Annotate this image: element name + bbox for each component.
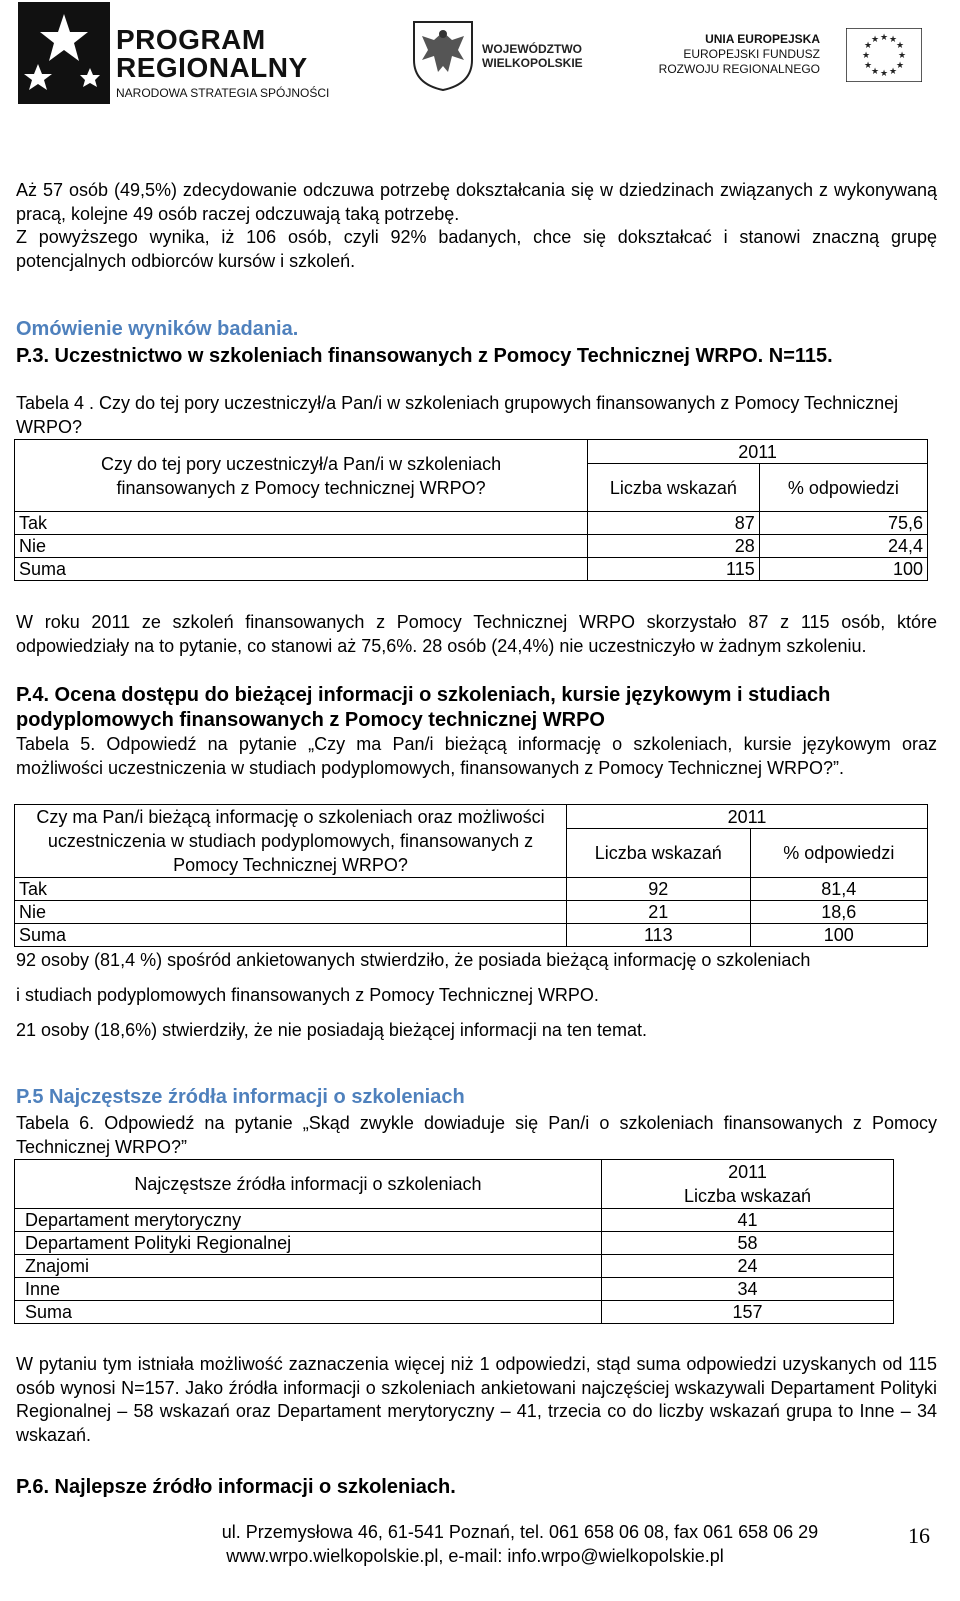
row-label: Tak — [15, 512, 588, 535]
svg-text:★: ★ — [895, 61, 905, 71]
p4-heading: P.4. Ocena dostępu do bieżącej informacji o szkoleniach, kursie językowym i studiach podyplomowych finansowanych z Pomocy technicznej WRPO — [16, 684, 831, 731]
svg-text:★: ★ — [879, 69, 889, 79]
table5-col-pct: % odpowiedzi — [750, 829, 927, 878]
svg-text:★: ★ — [888, 35, 898, 45]
row-label: Inne — [15, 1278, 602, 1301]
svg-text:★: ★ — [870, 35, 880, 45]
table6-question: Najczęstsze źródła informacji o szkoleniach — [15, 1160, 602, 1209]
p5-summary: W pytaniu tym istniała możliwość zaznaczenia więcej niż 1 odpowiedzi, stąd suma odpowiedzi uzyskanych od 115 osób wynosi N=157. Jako źródła informacji o szkoleniach ankietowani najczęściej wskazywali Departament Polityki Regionalnej – 58 wskazań oraz Departament merytoryczny – 41, trzecia co do liczby wskazań grupa to Inne – 34 wskazań. — [16, 1354, 937, 1445]
row-label: Departament Polityki Regionalnej — [15, 1232, 602, 1255]
logo1-line1: PROGRAM — [116, 24, 266, 55]
program-regionalny-emblem-icon — [18, 2, 110, 104]
table4-year: 2011 — [588, 440, 928, 464]
p4-summary-1: 92 osoby (81,4 %) spośród ankietowanych stwierdziło, że posiada bieżącą informację o szkoleniach — [16, 950, 811, 970]
row-count: 92 — [566, 878, 750, 901]
logo3-line3: ROZWOJU REGIONALNEGO — [658, 62, 820, 76]
row-count: 34 — [602, 1278, 894, 1301]
table-row — [15, 1209, 894, 1232]
row-pct: 24,4 — [759, 535, 927, 558]
svg-text:★: ★ — [888, 67, 898, 77]
row-count: 21 — [566, 901, 750, 924]
table-row — [15, 1301, 894, 1324]
table-row — [15, 535, 928, 558]
row-label: Departament merytoryczny — [15, 1209, 602, 1232]
table5-caption: Tabela 5. Odpowiedź na pytanie „Czy ma Pan/i bieżącą informację o szkoleniach, kursie językowym oraz możliwości uczestniczenia w studiach podyplomowych, finansowanych z Pomocy Technicznej WRPO?”. — [16, 734, 937, 778]
row-label: Suma — [15, 1301, 602, 1324]
table6-header — [602, 1160, 894, 1209]
row-count: 87 — [588, 512, 760, 535]
p4-summary-1b: i studiach podyplomowych finansowanych z Pomocy Technicznej WRPO. — [16, 985, 599, 1005]
row-count: 41 — [602, 1209, 894, 1232]
row-count: 113 — [566, 924, 750, 947]
table4-caption: Tabela 4 . Czy do tej pory uczestniczył/a Pan/i w szkoleniach grupowych finansowanych z Pomocy Technicznej WRPO? — [16, 393, 899, 437]
logo3-line2: EUROPEJSKI FUNDUSZ — [683, 47, 820, 61]
intro-paragraph-2: Z powyższego wynika, iż 106 osób, czyli 92% badanych, chce się dokształcać i stanowi znaczną grupę potencjalnych odbiorców kursów i szkoleń. — [16, 227, 937, 271]
svg-text:★: ★ — [863, 61, 873, 71]
row-label: Suma — [15, 558, 588, 581]
p3-heading: P.3. Uczestnictwo w szkoleniach finansowanych z Pomocy Technicznej WRPO. N=115. — [16, 345, 833, 367]
table-row — [15, 901, 928, 924]
table6-caption: Tabela 6. Odpowiedź na pytanie „Skąd zwykle dowiaduje się Pan/i o szkoleniach finansowanych z Pomocy Technicznej WRPO?” — [16, 1113, 937, 1157]
p4-summary-2: 21 osoby (18,6%) stwierdziły, że nie posiadają bieżącej informacji na ten temat. — [16, 1020, 647, 1040]
p3-summary: W roku 2011 ze szkoleń finansowanych z Pomocy Technicznej WRPO skorzystało 87 z 115 osób, które odpowiedziały na to pytanie, co stanowi aż 75,6%. 28 osób (24,4%) nie uczestniczyło w żadnym szkoleniu. — [16, 612, 937, 656]
p6-heading: P.6. Najlepsze źródło informacji o szkoleniach. — [16, 1476, 456, 1498]
row-pct: 100 — [759, 558, 927, 581]
row-count: 24 — [602, 1255, 894, 1278]
table4-col-count: Liczba wskazań — [588, 464, 760, 512]
table4-col-pct: % odpowiedzi — [759, 464, 927, 512]
footer-contact: www.wrpo.wielkopolskie.pl, e-mail: info.wrpo@wielkopolskie.pl — [226, 1546, 724, 1566]
svg-text:★: ★ — [895, 41, 905, 51]
row-label: Znajomi — [15, 1255, 602, 1278]
coat-of-arms-icon — [412, 20, 474, 92]
table5-col-count: Liczba wskazań — [566, 829, 750, 878]
logo1-subtitle: NARODOWA STRATEGIA SPÓJNOŚCI — [116, 86, 330, 100]
row-pct: 100 — [750, 924, 927, 947]
logo-wojewodztwo — [412, 20, 602, 100]
row-count: 28 — [588, 535, 760, 558]
row-label: Nie — [15, 901, 567, 924]
svg-text:★: ★ — [897, 51, 907, 61]
page-number: 16 — [908, 1523, 930, 1548]
table-row — [15, 1278, 894, 1301]
row-label: Suma — [15, 924, 567, 947]
row-label: Nie — [15, 535, 588, 558]
row-count: 157 — [602, 1301, 894, 1324]
logo2-line1: WOJEWÓDZTWO — [482, 42, 582, 56]
p5-heading: P.5 Najczęstsze źródła informacji o szkoleniach — [16, 1086, 465, 1108]
table6-year: 2011 — [728, 1162, 767, 1182]
svg-text:★: ★ — [870, 67, 880, 77]
table-row — [15, 558, 928, 581]
row-pct: 81,4 — [750, 878, 927, 901]
svg-text:★: ★ — [879, 33, 889, 43]
table5-question: Czy ma Pan/i bieżącą informację o szkoleniach oraz możliwości uczestniczenia w studiach podyplomowych, finansowanych z Pomocy Technicznej WRPO? — [15, 805, 567, 878]
table6-col-count: Liczba wskazań — [683, 1186, 812, 1206]
row-pct: 18,6 — [750, 901, 927, 924]
table-row — [15, 512, 928, 535]
eu-stars-flag-icon — [846, 28, 922, 82]
logo3-line1: UNIA EUROPEJSKA — [705, 32, 820, 46]
table-row — [15, 1255, 894, 1278]
logo-ue — [650, 28, 940, 98]
svg-text:★: ★ — [863, 41, 873, 51]
table-5 — [14, 804, 928, 947]
table-6 — [14, 1159, 894, 1324]
table4-question: Czy do tej pory uczestniczył/a Pan/i w szkoleniach finansowanych z Pomocy technicznej WRPO? — [15, 440, 588, 512]
table-row — [15, 924, 928, 947]
intro-paragraph-1: Aż 57 osób (49,5%) zdecydowanie odczuwa potrzebę dokształcania się w dziedzinach związanych z wykonywaną pracą, kolejne 49 osób raczej odczuwają taką potrzebę. — [16, 180, 937, 224]
table-row — [15, 1232, 894, 1255]
table-row — [15, 878, 928, 901]
row-count: 58 — [602, 1232, 894, 1255]
section-title: Omówienie wyników badania. — [16, 318, 299, 340]
logo-program-regionalny — [18, 2, 363, 106]
logo2-line2: WIELKOPOLSKIE — [482, 56, 583, 70]
footer-address: ul. Przemysłowa 46, 61-541 Poznań, tel. 061 658 06 08, fax 061 658 06 29 — [221, 1522, 819, 1542]
row-pct: 75,6 — [759, 512, 927, 535]
svg-text:★: ★ — [861, 51, 871, 61]
row-label: Tak — [15, 878, 567, 901]
table5-year: 2011 — [566, 805, 927, 829]
table-4 — [14, 439, 928, 581]
row-count: 115 — [588, 558, 760, 581]
logo1-line2: REGIONALNY — [116, 52, 308, 83]
